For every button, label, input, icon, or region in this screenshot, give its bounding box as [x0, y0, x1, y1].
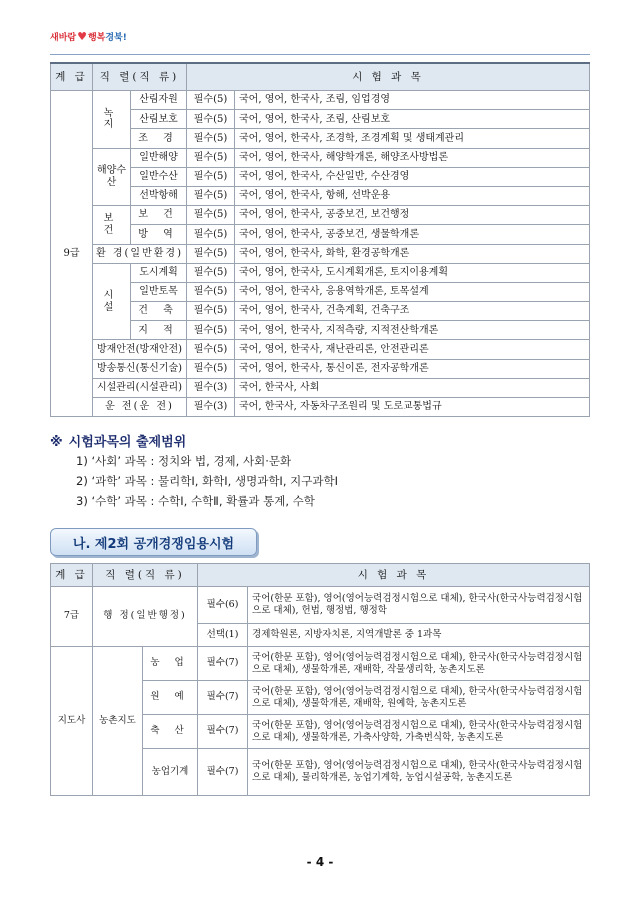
req-cell: 필수(5)	[187, 244, 235, 263]
sub-cell: 농 업	[143, 647, 198, 681]
grade-cell: 지도사	[51, 647, 93, 796]
sub-cell: 건 축	[131, 302, 187, 321]
sub-cell: 보 건	[131, 206, 187, 225]
logo	[50, 30, 127, 43]
notice-title: 시험과목의 출제범위	[68, 435, 187, 450]
group-cell: 시설관리(시설관리)	[93, 378, 187, 397]
subject-cell: 국어, 한국사, 자동차구조원리 및 도로교통법규	[235, 398, 590, 417]
group-cell: 환 경(일반환경)	[93, 244, 187, 263]
req-cell: 필수(5)	[187, 91, 235, 110]
logo-text-1: 새바람	[50, 33, 77, 43]
group-cell: 방송통신(통신기술)	[93, 359, 187, 378]
sub-cell: 산림보호	[131, 110, 187, 129]
range-item: 3) ‘수학’ 과목 : 수학Ⅰ, 수학Ⅱ, 확률과 통계, 수학	[76, 494, 315, 508]
subject-cell: 국어, 영어, 한국사, 공중보건, 보건행정	[235, 206, 590, 225]
subject-cell: 국어(한문 포함), 영어(영어능력검정시험으로 대체), 한국사(한국사능력검정시험으로 대체), 생물학개론, 재배학, 원예학, 농촌지도론	[248, 681, 590, 715]
subject-cell: 국어, 영어, 한국사, 건축계획, 건축구조	[235, 302, 590, 321]
notice-heading	[50, 431, 186, 450]
opt-cell: 선택(1)	[198, 624, 248, 647]
header-subjects: 시 험 과 목	[187, 63, 590, 91]
table-row	[51, 91, 590, 110]
group-cell: 녹 지	[93, 91, 131, 149]
header-grade: 계 급	[51, 564, 93, 587]
header-grade: 계 급	[51, 63, 93, 91]
table-row	[51, 340, 590, 359]
subject-cell: 국어, 영어, 한국사, 재난관리론, 안전관리론	[235, 340, 590, 359]
table-row	[51, 282, 590, 301]
header-job: 직 렬(직 류)	[93, 63, 187, 91]
table-row	[51, 186, 590, 205]
sub-cell: 선박항해	[131, 186, 187, 205]
subject-cell: 국어, 영어, 한국사, 화학, 환경공학개론	[235, 244, 590, 263]
group-cell: 시 설	[93, 263, 131, 340]
table-row	[51, 587, 590, 624]
req-cell: 필수(7)	[198, 681, 248, 715]
req-cell: 필수(5)	[187, 186, 235, 205]
sub-cell: 조 경	[131, 129, 187, 148]
subject-cell: 국어, 영어, 한국사, 해양학개론, 해양조사방법론	[235, 148, 590, 167]
req-cell: 필수(5)	[187, 148, 235, 167]
range-item: 2) ‘과학’ 과목 : 물리학Ⅰ, 화학Ⅰ, 생명과학Ⅰ, 지구과학Ⅰ	[76, 474, 338, 488]
req-cell: 필수(7)	[198, 715, 248, 749]
sub-cell: 원 예	[143, 681, 198, 715]
req-cell: 필수(5)	[187, 206, 235, 225]
table-row	[51, 321, 590, 340]
subject-cell: 국어, 영어, 한국사, 통신이론, 전자공학개론	[235, 359, 590, 378]
grade-cell: 7급	[51, 587, 93, 647]
subject-cell: 국어(한문 포함), 영어(영어능력검정시험으로 대체), 한국사(한국사능력검정시험으로 대체), 생물학개론, 재배학, 작물생리학, 농촌지도론	[248, 647, 590, 681]
subject-cell: 국어, 영어, 한국사, 공중보건, 생물학개론	[235, 225, 590, 244]
subject-cell: 국어(한문 포함), 영어(영어능력검정시험으로 대체), 한국사(한국사능력검정시험으로 대체), 생물학개론, 가축사양학, 가축번식학, 농촌지도론	[248, 715, 590, 749]
table-header-row	[51, 63, 590, 91]
subject-cell: 국어, 영어, 한국사, 수산일반, 수산경영	[235, 167, 590, 186]
sub-cell: 일반수산	[131, 167, 187, 186]
group-cell: 방재안전(방재안전)	[93, 340, 187, 359]
req-cell: 필수(5)	[187, 225, 235, 244]
job-cell: 행 정(일반행정)	[93, 587, 198, 647]
sub-cell: 일반토목	[131, 282, 187, 301]
req-cell: 필수(7)	[198, 749, 248, 796]
page-number: - 4 -	[306, 855, 334, 869]
logo-text-3: 경북!	[105, 33, 127, 43]
header-subjects: 시 험 과 목	[198, 564, 590, 587]
table-row	[51, 110, 590, 129]
subject-cell: 국어(한문 포함), 영어(영어능력검정시험으로 대체), 한국사(한국사능력검정시험으로 대체), 물리학개론, 농업기계학, 농업시설공학, 농촌지도론	[248, 749, 590, 796]
table-row	[51, 647, 590, 681]
table-row	[51, 263, 590, 282]
subject-cell: 국어, 한국사, 사회	[235, 378, 590, 397]
reference-mark-icon: ※	[50, 435, 63, 450]
header-rule	[50, 54, 590, 55]
req-cell: 필수(3)	[187, 378, 235, 397]
table-row	[51, 378, 590, 397]
sub-cell: 방 역	[131, 225, 187, 244]
header-job: 직 렬(직 류)	[93, 564, 198, 587]
req-cell: 필수(5)	[187, 129, 235, 148]
range-item: 1) ‘사회’ 과목 : 정치와 법, 경제, 사회·문화	[76, 454, 292, 468]
req-cell: 필수(5)	[187, 321, 235, 340]
sub-cell: 도시계획	[131, 263, 187, 282]
heart-icon: ♥	[77, 30, 87, 43]
req-cell: 필수(3)	[187, 398, 235, 417]
req-cell: 필수(5)	[187, 282, 235, 301]
logo-text-2: 행복	[87, 33, 106, 43]
table-row	[51, 225, 590, 244]
exam-table-2	[50, 563, 590, 796]
group-cell: 보 건	[93, 206, 131, 244]
table-row	[51, 302, 590, 321]
group-cell: 해양수산	[93, 148, 131, 206]
grade-cell: 9급	[51, 91, 93, 417]
group-cell: 운 전(운 전)	[93, 398, 187, 417]
table-row	[51, 206, 590, 225]
table-row	[51, 398, 590, 417]
subject-cell: 국어, 영어, 한국사, 조림, 임업경영	[235, 91, 590, 110]
sub-cell: 일반해양	[131, 148, 187, 167]
table-row	[51, 148, 590, 167]
table-row	[51, 129, 590, 148]
subject-cell: 국어, 영어, 한국사, 응용역학개론, 토목설계	[235, 282, 590, 301]
req-cell: 필수(5)	[187, 167, 235, 186]
section-title: 나. 제2회 공개경쟁임용시험	[50, 528, 257, 556]
req-cell: 필수(6)	[198, 587, 248, 624]
subject-cell: 국어(한문 포함), 영어(영어능력검정시험으로 대체), 한국사(한국사능력검정시험으로 대체), 헌법, 행정법, 행정학	[248, 587, 590, 624]
req-cell: 필수(5)	[187, 359, 235, 378]
subject-cell: 국어, 영어, 한국사, 도시계획개론, 토지이용계획	[235, 263, 590, 282]
req-cell: 필수(5)	[187, 110, 235, 129]
sub-cell: 농업기계	[143, 749, 198, 796]
req-cell: 필수(5)	[187, 263, 235, 282]
sub-cell: 지 적	[131, 321, 187, 340]
sub-cell: 축 산	[143, 715, 198, 749]
subject-cell: 국어, 영어, 한국사, 조경학, 조경계획 및 생태계관리	[235, 129, 590, 148]
table-row	[51, 244, 590, 263]
subject-cell: 국어, 영어, 한국사, 항해, 선박운용	[235, 186, 590, 205]
exam-table-1	[50, 62, 590, 417]
req-cell: 필수(5)	[187, 302, 235, 321]
req-cell: 필수(7)	[198, 647, 248, 681]
table-row	[51, 167, 590, 186]
subject-cell: 경제학원론, 지방자치론, 지역개발론 중 1과목	[248, 624, 590, 647]
sub-cell: 산림자원	[131, 91, 187, 110]
job-cell: 농촌지도	[93, 647, 143, 796]
req-cell: 필수(5)	[187, 340, 235, 359]
subject-cell: 국어, 영어, 한국사, 조림, 산림보호	[235, 110, 590, 129]
subject-cell: 국어, 영어, 한국사, 지적측량, 지적전산학개론	[235, 321, 590, 340]
table-header-row	[51, 564, 590, 587]
table-row	[51, 359, 590, 378]
